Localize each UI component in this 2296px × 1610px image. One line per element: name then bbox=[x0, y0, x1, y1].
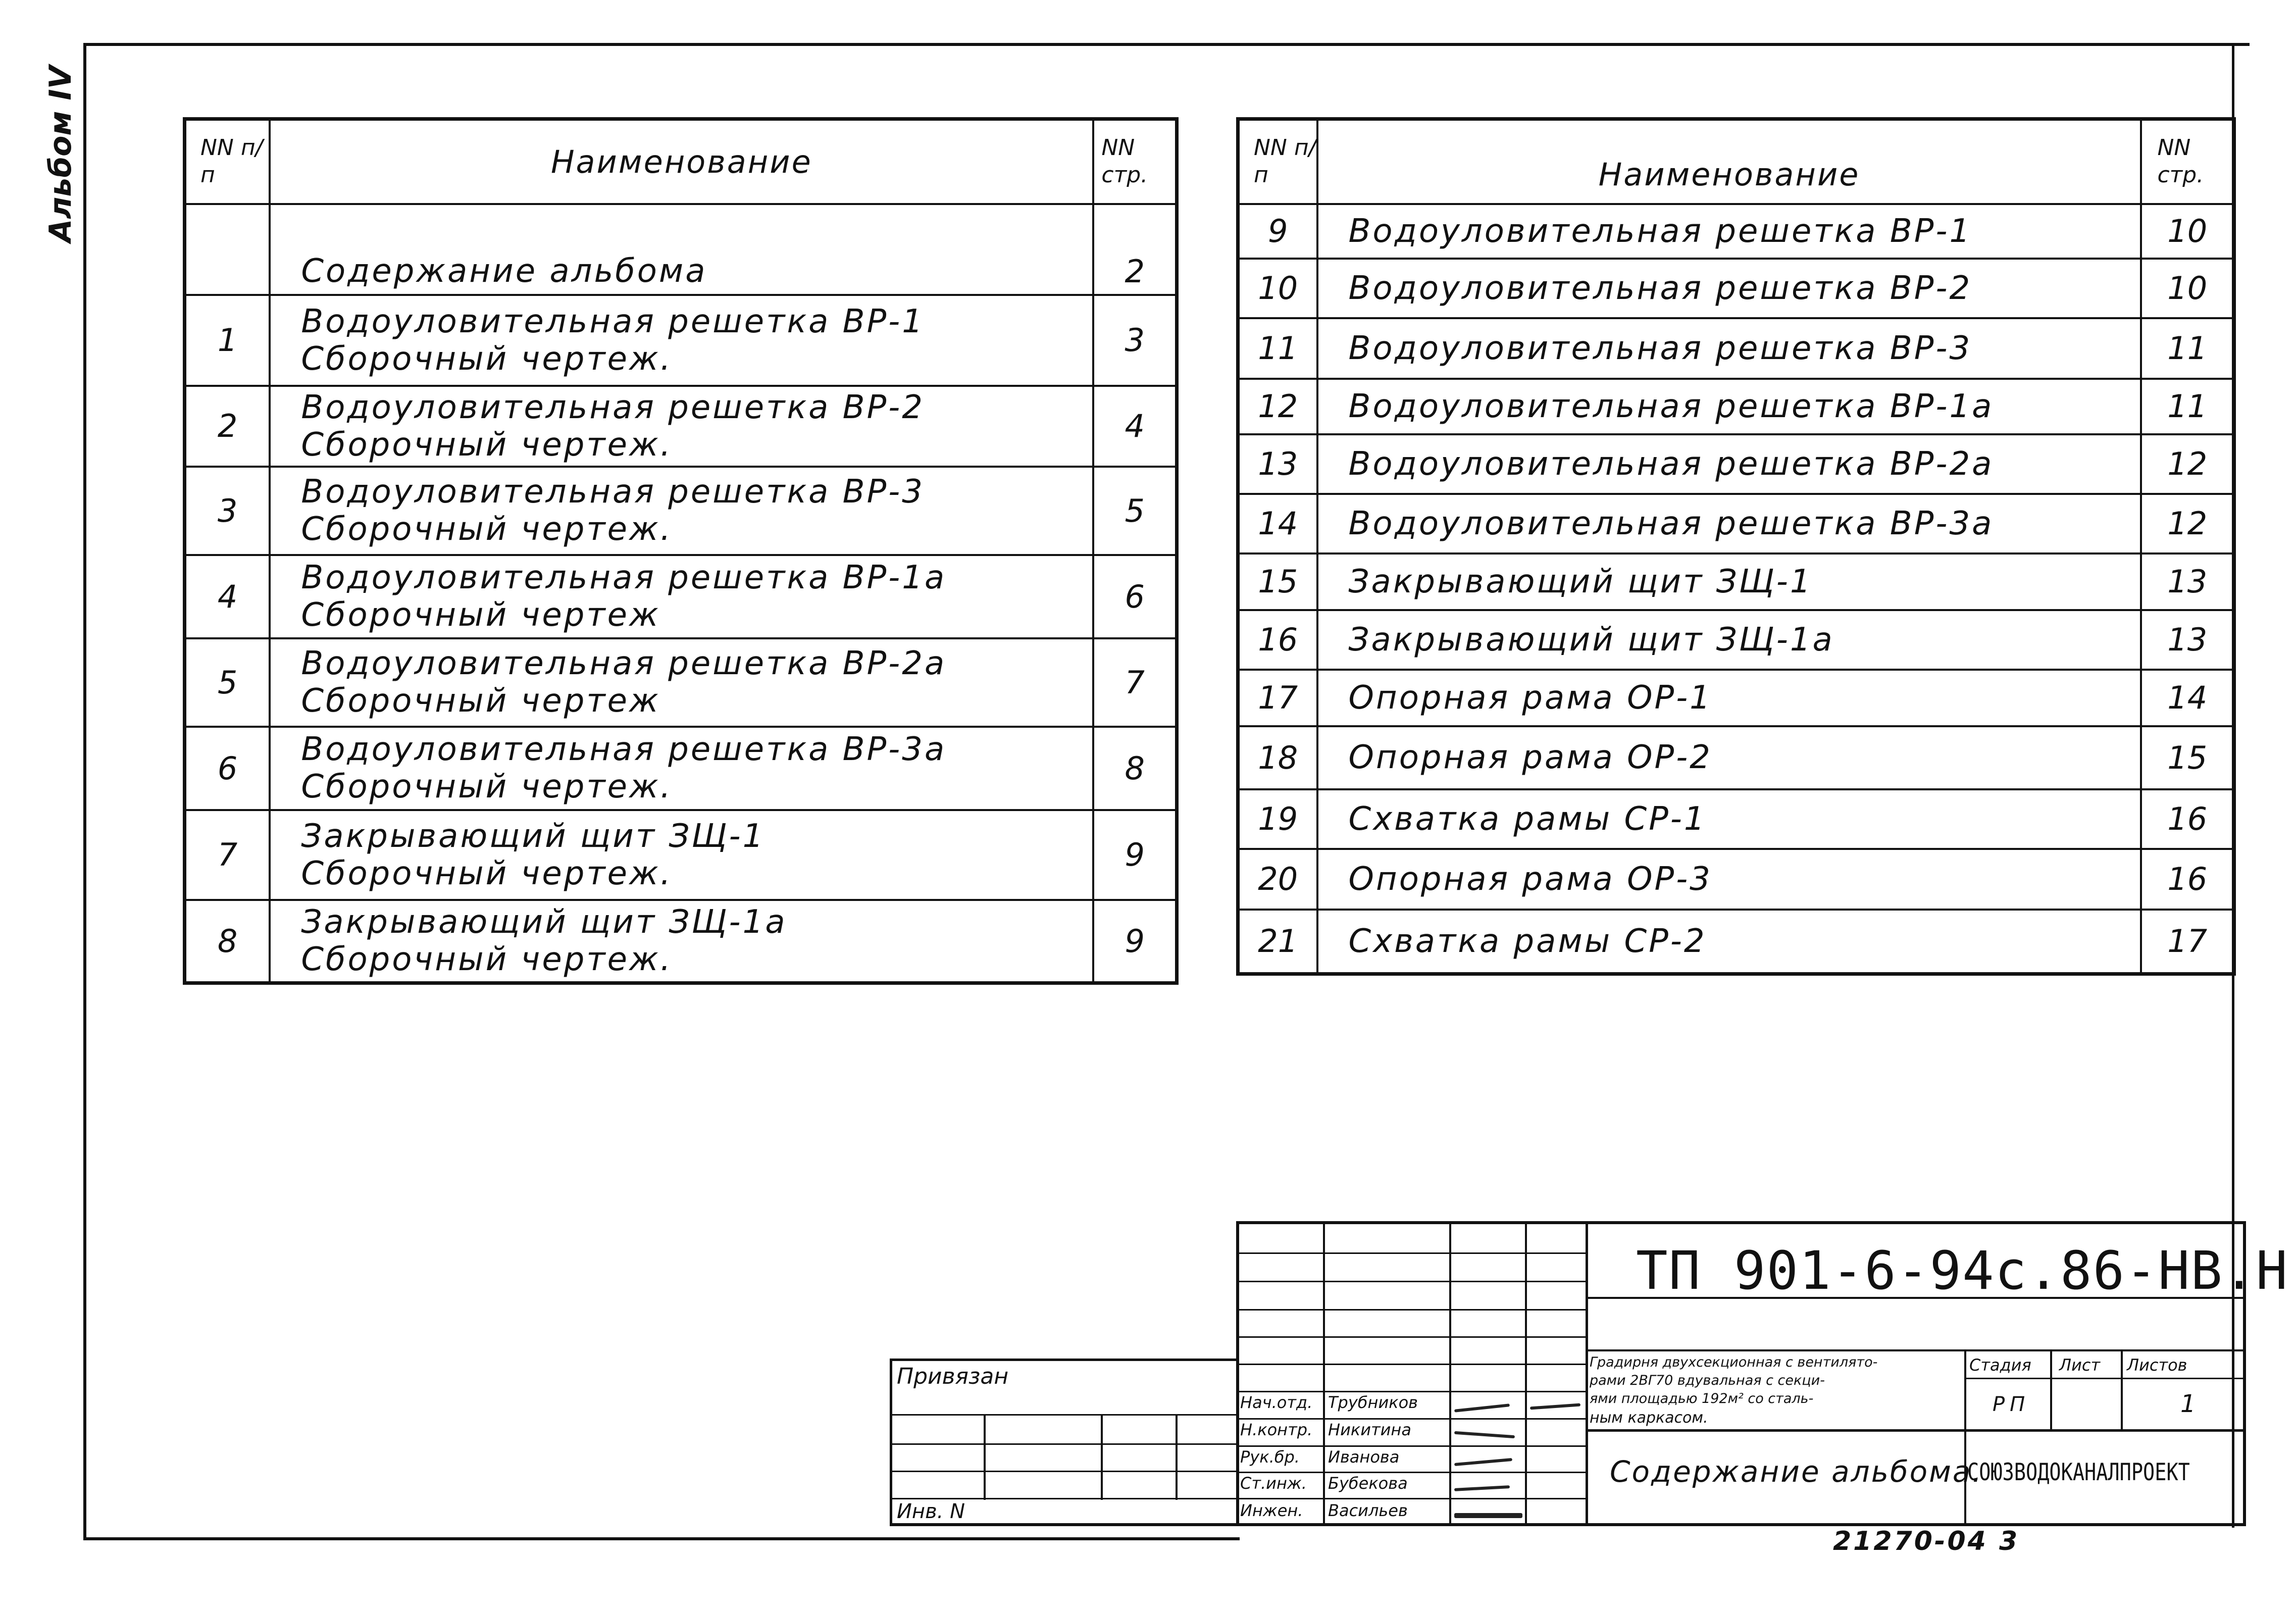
table-row bbox=[1238, 204, 2234, 259]
row-name: Водоуловительная решетка ВР-1 Сборочный чертеж. bbox=[270, 295, 1093, 386]
row-name: Водоуловительная решетка ВР-2 Сборочный чертеж. bbox=[270, 386, 1093, 467]
row-page: 15 bbox=[2141, 726, 2234, 789]
row-name: Схватка рамы СР-2 bbox=[1317, 910, 2141, 974]
row-number: 7 bbox=[185, 810, 270, 900]
table-row bbox=[185, 727, 1177, 810]
left-table-header bbox=[185, 119, 1177, 204]
row-number: 3 bbox=[185, 467, 270, 555]
name-engineer: Васильев bbox=[1328, 1501, 1408, 1520]
row-number: 5 bbox=[185, 638, 270, 727]
row-name: Водоуловительная решетка ВР-1 bbox=[1317, 204, 2141, 259]
right-contents-table bbox=[1236, 117, 2236, 976]
name-norm-control: Никитина bbox=[1328, 1420, 1411, 1439]
row-name: Водоуловительная решетка ВР-3а bbox=[1317, 494, 2141, 554]
row-name: Водоуловительная решетка ВР-2а bbox=[1317, 434, 2141, 494]
row-name: Закрывающий щит ЗЩ-1а Сборочный чертеж. bbox=[270, 900, 1093, 983]
row-page: 3 bbox=[1093, 295, 1177, 386]
table-row bbox=[1238, 318, 2234, 379]
role-head: Нач.отд. bbox=[1240, 1393, 1313, 1412]
header-number: NN п/п bbox=[185, 119, 270, 204]
row-page: 16 bbox=[2141, 849, 2234, 910]
table-row bbox=[1238, 726, 2234, 789]
row-number: 11 bbox=[1238, 318, 1317, 379]
row-name: Схватка рамы СР-1 bbox=[1317, 789, 2141, 849]
table-row bbox=[185, 467, 1177, 555]
role-senior-engineer: Ст.инж. bbox=[1240, 1474, 1307, 1493]
row-number: 10 bbox=[1238, 259, 1317, 318]
header-page: NN стр. bbox=[2141, 119, 2234, 204]
row-name: Закрывающий щит ЗЩ-1а bbox=[1317, 610, 2141, 670]
signature-mark bbox=[1454, 1431, 1515, 1438]
signature-mark bbox=[1530, 1403, 1580, 1410]
table-row bbox=[185, 900, 1177, 983]
row-name: Водоуловительная решетка ВР-2 bbox=[1317, 259, 2141, 318]
row-number: 17 bbox=[1238, 670, 1317, 726]
project-description-1: Градирня двухсекционная с вентилято- bbox=[1590, 1354, 1878, 1370]
table-row bbox=[1238, 610, 2234, 670]
row-name: Опорная рама ОР-2 bbox=[1317, 726, 2141, 789]
stage-label: Стадия bbox=[1969, 1355, 2031, 1375]
table-row bbox=[1238, 434, 2234, 494]
row-name: Закрывающий щит ЗЩ-1 Сборочный чертеж. bbox=[270, 810, 1093, 900]
table-row bbox=[1238, 494, 2234, 554]
table-row bbox=[1238, 554, 2234, 610]
organization-name: СОЮЗВОДОКАНАЛПРОЕКТ bbox=[1967, 1458, 2190, 1486]
row-page: 14 bbox=[2141, 670, 2234, 726]
row-number: 18 bbox=[1238, 726, 1317, 789]
row-name: Водоуловительная решетка ВР-3 Сборочный чертеж. bbox=[270, 467, 1093, 555]
row-number: 14 bbox=[1238, 494, 1317, 554]
row-page: 10 bbox=[2141, 259, 2234, 318]
row-name: Водоуловительная решетка ВР-2а Сборочный чертеж bbox=[270, 638, 1093, 727]
row-name: Содержание альбома bbox=[270, 204, 1093, 295]
row-page: 16 bbox=[2141, 789, 2234, 849]
inventory-label: Инв. N bbox=[897, 1500, 965, 1523]
table-row bbox=[1238, 910, 2234, 974]
header-name: Наименование bbox=[270, 119, 1093, 204]
row-number: 21 bbox=[1238, 910, 1317, 974]
archive-number: 21270-04 3 bbox=[1833, 1526, 2020, 1556]
table-row bbox=[185, 638, 1177, 727]
row-page: 8 bbox=[1093, 727, 1177, 810]
name-head: Трубников bbox=[1328, 1393, 1418, 1412]
project-description-2: рами 2ВГ70 вдувальная с секци- bbox=[1590, 1373, 1825, 1388]
table-row bbox=[1238, 789, 2234, 849]
row-page: 5 bbox=[1093, 467, 1177, 555]
bound-label: Привязан bbox=[897, 1364, 1009, 1389]
row-number: 15 bbox=[1238, 554, 1317, 610]
row-page: 9 bbox=[1093, 810, 1177, 900]
row-name: Опорная рама ОР-3 bbox=[1317, 849, 2141, 910]
row-number: 8 bbox=[185, 900, 270, 983]
row-name: Водоуловительная решетка ВР-1а bbox=[1317, 379, 2141, 434]
row-name: Водоуловительная решетка ВР-1а Сборочный чертеж bbox=[270, 555, 1093, 638]
project-description-3: ями площадью 192м² со сталь- bbox=[1590, 1391, 1814, 1406]
row-page: 6 bbox=[1093, 555, 1177, 638]
row-page: 11 bbox=[2141, 379, 2234, 434]
right-table-header bbox=[1238, 119, 2234, 204]
table-row bbox=[185, 204, 1177, 295]
row-page: 11 bbox=[2141, 318, 2234, 379]
table-row bbox=[1238, 379, 2234, 434]
row-number: 4 bbox=[185, 555, 270, 638]
table-row bbox=[185, 386, 1177, 467]
frame-top-line bbox=[83, 43, 2250, 46]
row-page: 7 bbox=[1093, 638, 1177, 727]
signature-mark bbox=[1454, 1458, 1512, 1466]
table-row bbox=[1238, 259, 2234, 318]
signature-mark bbox=[1454, 1403, 1510, 1412]
name-group-lead: Иванова bbox=[1328, 1447, 1400, 1467]
name-senior-engineer: Бубекова bbox=[1328, 1474, 1408, 1493]
header-number: NN п/п bbox=[1238, 119, 1317, 204]
table-row bbox=[1238, 849, 2234, 910]
signature-mark bbox=[1454, 1513, 1522, 1518]
row-number: 19 bbox=[1238, 789, 1317, 849]
table-row bbox=[1238, 670, 2234, 726]
row-page: 2 bbox=[1093, 204, 1177, 295]
frame-left-line bbox=[83, 43, 86, 1540]
project-description-4: ным каркасом. bbox=[1590, 1409, 1708, 1427]
row-number: 12 bbox=[1238, 379, 1317, 434]
sheets-count-value: 1 bbox=[2180, 1390, 2196, 1418]
row-page: 12 bbox=[2141, 434, 2234, 494]
row-name: Водоуловительная решетка ВР-3 bbox=[1317, 318, 2141, 379]
document-code: ТП 901-6-94с.86-НВ.Н bbox=[1636, 1240, 2289, 1301]
row-number: 1 bbox=[185, 295, 270, 386]
row-page: 13 bbox=[2141, 610, 2234, 670]
row-number: 6 bbox=[185, 727, 270, 810]
header-page: NN стр. bbox=[1093, 119, 1177, 204]
row-number: 2 bbox=[185, 386, 270, 467]
row-page: 12 bbox=[2141, 494, 2234, 554]
row-number: 13 bbox=[1238, 434, 1317, 494]
row-number bbox=[185, 204, 270, 295]
table-row bbox=[185, 295, 1177, 386]
table-row bbox=[185, 810, 1177, 900]
signature-mark bbox=[1454, 1485, 1510, 1491]
row-name: Водоуловительная решетка ВР-3а Сборочный чертеж. bbox=[270, 727, 1093, 810]
role-norm-control: Н.контр. bbox=[1240, 1420, 1313, 1439]
header-name: Наименование bbox=[1317, 119, 2141, 204]
row-name: Опорная рама ОР-1 bbox=[1317, 670, 2141, 726]
sheet-label: Лист bbox=[2059, 1355, 2101, 1375]
stage-value: РП bbox=[1993, 1393, 2030, 1416]
table-row bbox=[185, 555, 1177, 638]
frame-bottom-line bbox=[83, 1537, 1240, 1540]
role-group-lead: Рук.бр. bbox=[1240, 1447, 1300, 1467]
row-number: 16 bbox=[1238, 610, 1317, 670]
sheet-title: Содержание альбома. bbox=[1610, 1454, 1983, 1489]
row-number: 9 bbox=[1238, 204, 1317, 259]
album-side-label: Альбом IV bbox=[43, 65, 78, 242]
row-number: 20 bbox=[1238, 849, 1317, 910]
row-page: 10 bbox=[2141, 204, 2234, 259]
sheets-count-label: Листов bbox=[2127, 1355, 2187, 1375]
row-page: 9 bbox=[1093, 900, 1177, 983]
row-page: 4 bbox=[1093, 386, 1177, 467]
role-engineer: Инжен. bbox=[1240, 1501, 1303, 1520]
left-contents-table bbox=[183, 117, 1179, 985]
row-page: 17 bbox=[2141, 910, 2234, 974]
row-page: 13 bbox=[2141, 554, 2234, 610]
row-name: Закрывающий щит ЗЩ-1 bbox=[1317, 554, 2141, 610]
